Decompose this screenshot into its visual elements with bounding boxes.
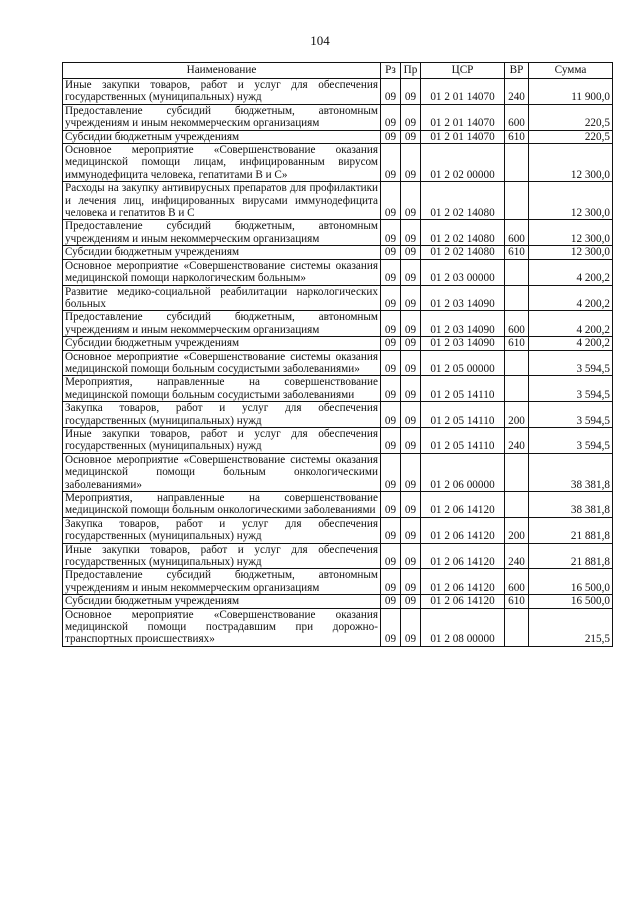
row-vr — [505, 492, 529, 518]
row-pr: 09 — [401, 427, 421, 453]
row-name: Закупка товаров, работ и услуг для обеспечения государственных (муниципальных) нужд — [63, 402, 381, 428]
row-name: Иные закупки товаров, работ и услуг для обеспечения государственных (муниципальных) нужд — [63, 543, 381, 569]
row-vr — [505, 182, 529, 220]
row-sum: 11 900,0 — [529, 79, 613, 105]
row-rz: 09 — [381, 595, 401, 608]
row-rz: 09 — [381, 130, 401, 143]
row-rz: 09 — [381, 608, 401, 646]
row-vr: 600 — [505, 104, 529, 130]
row-vr — [505, 376, 529, 402]
row-csr: 01 2 02 14080 — [421, 220, 505, 246]
row-pr: 09 — [401, 220, 421, 246]
table-row — [63, 517, 613, 543]
row-sum: 215,5 — [529, 608, 613, 646]
row-csr: 01 2 01 14070 — [421, 130, 505, 143]
table-row — [63, 79, 613, 105]
header-rz: Рз — [381, 63, 401, 79]
row-vr: 600 — [505, 311, 529, 337]
budget-table — [62, 62, 613, 647]
row-pr: 09 — [401, 543, 421, 569]
row-csr: 01 2 05 00000 — [421, 350, 505, 376]
row-name: Иные закупки товаров, работ и услуг для обеспечения государственных (муниципальных) нужд — [63, 427, 381, 453]
row-name: Субсидии бюджетным учреждениям — [63, 595, 381, 608]
row-name: Предоставление субсидий бюджетным, автономным учреждениям и иным некоммерческим организациям — [63, 311, 381, 337]
row-rz: 09 — [381, 182, 401, 220]
row-pr: 09 — [401, 492, 421, 518]
row-name: Основное мероприятие «Совершенствование системы оказания медицинской помощи больным онкологическими заболеваниями» — [63, 453, 381, 491]
row-vr: 610 — [505, 246, 529, 259]
row-sum: 12 300,0 — [529, 246, 613, 259]
row-name: Предоставление субсидий бюджетным, автономным учреждениям и иным некоммерческим организациям — [63, 569, 381, 595]
row-name: Мероприятия, направленные на совершенствование медицинской помощи больным сосудистыми заболеваниями — [63, 376, 381, 402]
row-name: Закупка товаров, работ и услуг для обеспечения государственных (муниципальных) нужд — [63, 517, 381, 543]
row-csr: 01 2 06 14120 — [421, 569, 505, 595]
row-sum: 4 200,2 — [529, 259, 613, 285]
table-row — [63, 453, 613, 491]
row-pr: 09 — [401, 182, 421, 220]
row-name: Субсидии бюджетным учреждениям — [63, 337, 381, 350]
table-row — [63, 595, 613, 608]
table-row — [63, 427, 613, 453]
row-name: Расходы на закупку антивирусных препаратов для профилактики и лечения лиц, инфицированных вирусами иммунодефицита человека и гепатитов В и С — [63, 182, 381, 220]
row-name: Основное мероприятие «Совершенствование оказания медицинской помощи лицам, инфицированным вирусом иммунодефицита человека, гепатитами В и С» — [63, 144, 381, 182]
row-sum: 3 594,5 — [529, 376, 613, 402]
row-vr: 200 — [505, 517, 529, 543]
header-name: Наименование — [63, 63, 381, 79]
table-row — [63, 182, 613, 220]
table-row — [63, 220, 613, 246]
table-row — [63, 569, 613, 595]
row-rz: 09 — [381, 259, 401, 285]
row-vr: 240 — [505, 427, 529, 453]
row-pr: 09 — [401, 517, 421, 543]
row-pr: 09 — [401, 79, 421, 105]
table-row — [63, 492, 613, 518]
row-name: Иные закупки товаров, работ и услуг для обеспечения государственных (муниципальных) нужд — [63, 79, 381, 105]
table-row — [63, 543, 613, 569]
row-csr: 01 2 06 14120 — [421, 595, 505, 608]
row-sum: 21 881,8 — [529, 543, 613, 569]
table-header-row — [63, 63, 613, 79]
row-vr: 610 — [505, 130, 529, 143]
row-rz: 09 — [381, 569, 401, 595]
row-sum: 3 594,5 — [529, 350, 613, 376]
table-row — [63, 246, 613, 259]
row-vr — [505, 608, 529, 646]
row-vr: 240 — [505, 543, 529, 569]
row-vr — [505, 144, 529, 182]
row-rz: 09 — [381, 337, 401, 350]
row-vr: 610 — [505, 337, 529, 350]
row-csr: 01 2 05 14110 — [421, 427, 505, 453]
row-rz: 09 — [381, 285, 401, 311]
table-row — [63, 144, 613, 182]
row-rz: 09 — [381, 246, 401, 259]
row-name: Основное мероприятие «Совершенствование системы оказания медицинской помощи наркологическим больным» — [63, 259, 381, 285]
row-csr: 01 2 06 00000 — [421, 453, 505, 491]
row-pr: 09 — [401, 337, 421, 350]
row-pr: 09 — [401, 144, 421, 182]
row-name: Субсидии бюджетным учреждениям — [63, 130, 381, 143]
row-csr: 01 2 06 14120 — [421, 517, 505, 543]
row-csr: 01 2 03 14090 — [421, 337, 505, 350]
table-row — [63, 130, 613, 143]
row-sum: 12 300,0 — [529, 220, 613, 246]
table-row — [63, 337, 613, 350]
row-pr: 09 — [401, 104, 421, 130]
row-vr — [505, 453, 529, 491]
row-vr: 200 — [505, 402, 529, 428]
row-pr: 09 — [401, 311, 421, 337]
row-rz: 09 — [381, 220, 401, 246]
table-row — [63, 402, 613, 428]
row-csr: 01 2 06 14120 — [421, 492, 505, 518]
row-pr: 09 — [401, 130, 421, 143]
row-pr: 09 — [401, 350, 421, 376]
row-vr: 610 — [505, 595, 529, 608]
row-vr — [505, 285, 529, 311]
table-row — [63, 376, 613, 402]
row-name: Основное мероприятие «Совершенствование системы оказания медицинской помощи больным сосудистыми заболеваниями» — [63, 350, 381, 376]
row-rz: 09 — [381, 311, 401, 337]
row-sum: 16 500,0 — [529, 569, 613, 595]
row-csr: 01 2 01 14070 — [421, 79, 505, 105]
table-row — [63, 285, 613, 311]
row-csr: 01 2 05 14110 — [421, 402, 505, 428]
row-pr: 09 — [401, 246, 421, 259]
row-vr — [505, 259, 529, 285]
table-row — [63, 608, 613, 646]
row-pr: 09 — [401, 595, 421, 608]
row-csr: 01 2 03 14090 — [421, 285, 505, 311]
header-pr: Пр — [401, 63, 421, 79]
row-vr — [505, 350, 529, 376]
table-row — [63, 104, 613, 130]
row-vr: 600 — [505, 569, 529, 595]
row-rz: 09 — [381, 144, 401, 182]
row-sum: 4 200,2 — [529, 337, 613, 350]
table-row — [63, 350, 613, 376]
row-sum: 220,5 — [529, 130, 613, 143]
row-sum: 3 594,5 — [529, 402, 613, 428]
row-rz: 09 — [381, 350, 401, 376]
row-csr: 01 2 03 00000 — [421, 259, 505, 285]
row-pr: 09 — [401, 453, 421, 491]
row-pr: 09 — [401, 285, 421, 311]
header-sum: Сумма — [529, 63, 613, 79]
row-rz: 09 — [381, 104, 401, 130]
row-sum: 4 200,2 — [529, 311, 613, 337]
row-csr: 01 2 03 14090 — [421, 311, 505, 337]
row-pr: 09 — [401, 259, 421, 285]
row-pr: 09 — [401, 402, 421, 428]
row-rz: 09 — [381, 492, 401, 518]
row-sum: 3 594,5 — [529, 427, 613, 453]
row-rz: 09 — [381, 453, 401, 491]
row-sum: 21 881,8 — [529, 517, 613, 543]
row-name: Мероприятия, направленные на совершенствование медицинской помощи больным онкологическими заболеваниями — [63, 492, 381, 518]
row-sum: 38 381,8 — [529, 492, 613, 518]
row-rz: 09 — [381, 376, 401, 402]
row-name: Субсидии бюджетным учреждениям — [63, 246, 381, 259]
row-sum: 220,5 — [529, 104, 613, 130]
row-pr: 09 — [401, 569, 421, 595]
table-row — [63, 259, 613, 285]
row-vr: 240 — [505, 79, 529, 105]
row-csr: 01 2 02 14080 — [421, 182, 505, 220]
row-name: Развитие медико-социальной реабилитации наркологических больных — [63, 285, 381, 311]
row-rz: 09 — [381, 517, 401, 543]
page-number: 104 — [310, 33, 330, 48]
row-csr: 01 2 01 14070 — [421, 104, 505, 130]
row-csr: 01 2 06 14120 — [421, 543, 505, 569]
row-name: Предоставление субсидий бюджетным, автономным учреждениям и иным некоммерческим организациям — [63, 104, 381, 130]
row-rz: 09 — [381, 427, 401, 453]
row-csr: 01 2 08 00000 — [421, 608, 505, 646]
row-sum: 12 300,0 — [529, 144, 613, 182]
row-rz: 09 — [381, 543, 401, 569]
row-csr: 01 2 05 14110 — [421, 376, 505, 402]
row-pr: 09 — [401, 376, 421, 402]
row-csr: 01 2 02 14080 — [421, 246, 505, 259]
row-sum: 4 200,2 — [529, 285, 613, 311]
header-vr: ВР — [505, 63, 529, 79]
table-body — [63, 79, 613, 647]
row-sum: 12 300,0 — [529, 182, 613, 220]
row-vr: 600 — [505, 220, 529, 246]
header-csr: ЦСР — [421, 63, 505, 79]
row-csr: 01 2 02 00000 — [421, 144, 505, 182]
row-name: Основное мероприятие «Совершенствование оказания медицинской помощи пострадавшим при дорожно-транспортных происшествиях» — [63, 608, 381, 646]
row-pr: 09 — [401, 608, 421, 646]
row-sum: 16 500,0 — [529, 595, 613, 608]
row-rz: 09 — [381, 79, 401, 105]
row-rz: 09 — [381, 402, 401, 428]
row-sum: 38 381,8 — [529, 453, 613, 491]
table-row — [63, 311, 613, 337]
row-name: Предоставление субсидий бюджетным, автономным учреждениям и иным некоммерческим организациям — [63, 220, 381, 246]
